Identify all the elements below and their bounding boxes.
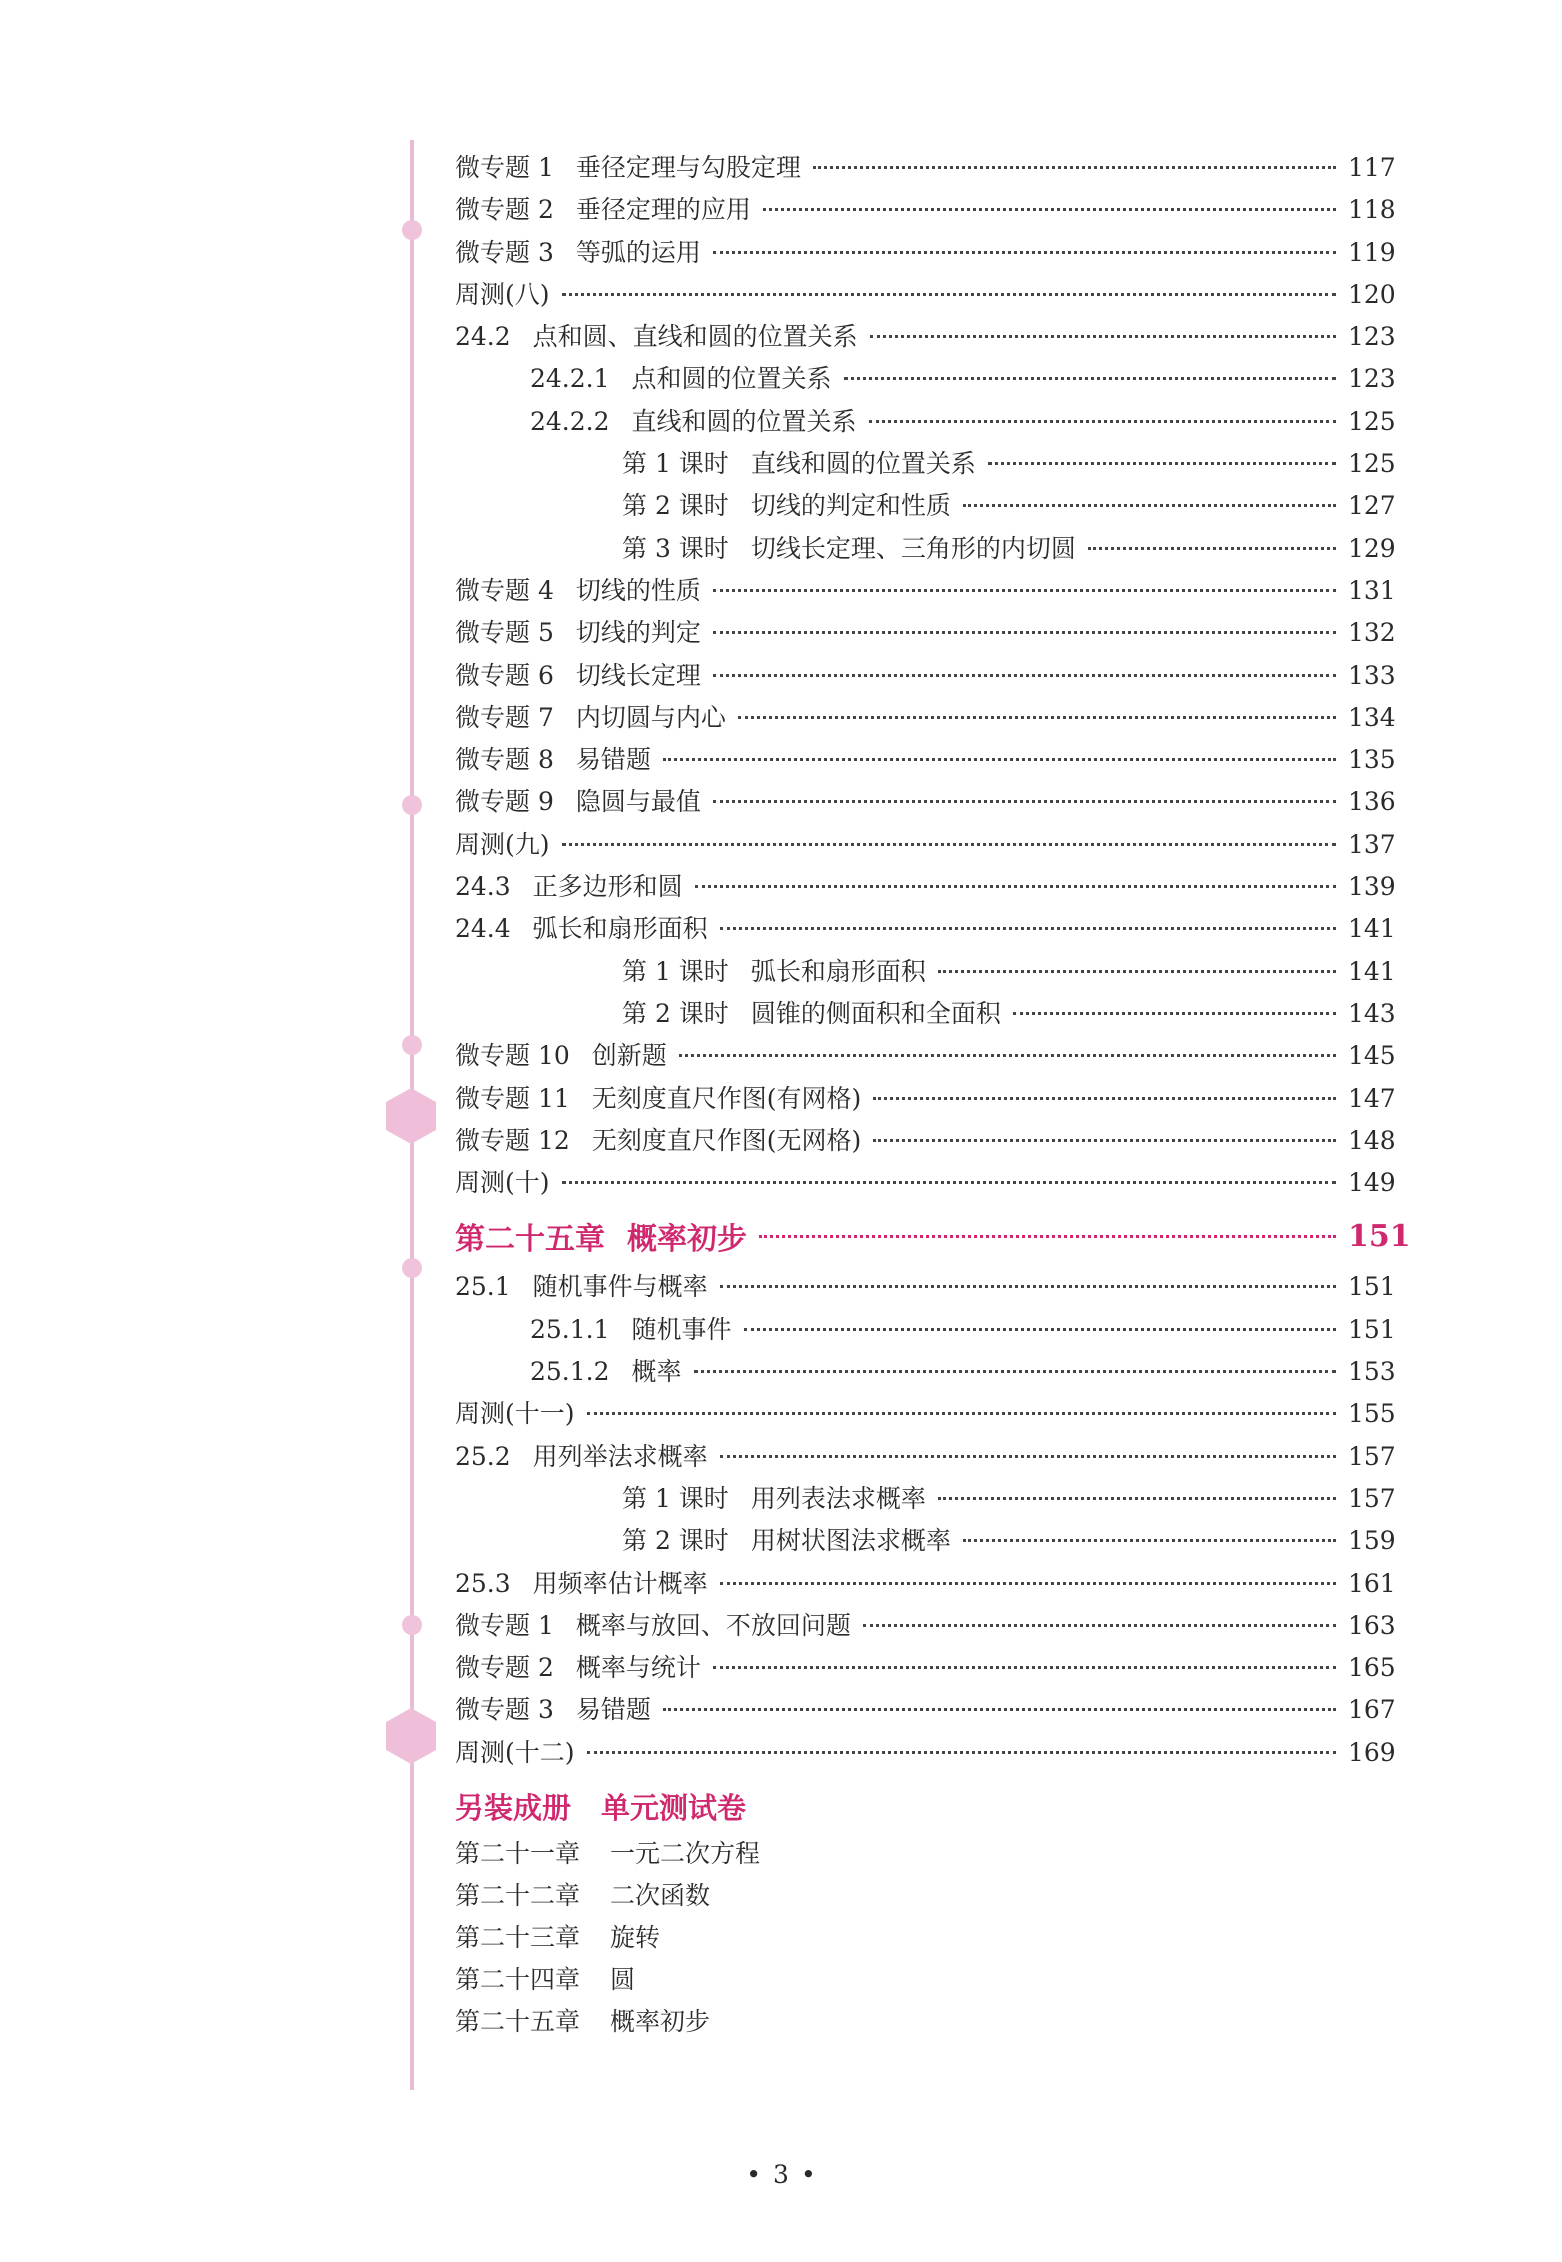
- toc-entry-title: [455, 698, 726, 734]
- toc-entry-title: [455, 656, 701, 692]
- toc-row[interactable]: [455, 782, 1396, 824]
- toc-entry-text: 用列表法求概率: [750, 1483, 926, 1513]
- booklet-item-title: 旋转: [610, 1923, 661, 1952]
- toc-page-number: 155: [1348, 1399, 1396, 1429]
- toc-entry-title: [455, 1437, 708, 1473]
- toc-page-number: 151: [1348, 1272, 1396, 1302]
- dot-leader: [679, 1054, 1336, 1057]
- toc-page-number: 167: [1348, 1695, 1396, 1725]
- toc-row[interactable]: [455, 402, 1396, 444]
- heading-part-2: 单元测试卷: [601, 1791, 747, 1825]
- toc-entry-label: 24.2.2: [530, 406, 610, 436]
- dot-leader: [844, 377, 1336, 380]
- toc-entry-label: 25.3: [455, 1568, 511, 1598]
- booklet-item: [455, 2001, 1390, 2043]
- toc-entry-title: [455, 1214, 747, 1258]
- separate-booklet-section: [455, 1783, 1390, 2043]
- toc-row[interactable]: [455, 1267, 1396, 1309]
- toc-row[interactable]: [455, 529, 1396, 571]
- toc-entry-title: [455, 740, 651, 776]
- toc-row[interactable]: [455, 148, 1396, 190]
- toc-entry-text: 切线长定理、三角形的内切圆: [750, 533, 1076, 563]
- toc-row[interactable]: [455, 1036, 1396, 1078]
- toc-entry-text: 周测(十一): [455, 1399, 575, 1429]
- toc-entry-text: 无刻度直尺作图(有网格): [591, 1083, 862, 1113]
- toc-row[interactable]: [455, 825, 1396, 867]
- toc-entry-label: 第 2 课时: [622, 998, 729, 1028]
- toc-entry-title: [530, 1352, 682, 1388]
- toc-row[interactable]: [455, 994, 1396, 1036]
- toc-entry-label: 25.1.1: [530, 1314, 610, 1344]
- toc-page-number: 123: [1348, 322, 1396, 352]
- toc-entry-text: 概率: [631, 1357, 682, 1387]
- toc-page-number: 127: [1348, 491, 1396, 521]
- toc-entry-label: 微专题 12: [455, 1125, 570, 1155]
- toc-entry-text: 用频率估计概率: [532, 1568, 708, 1598]
- toc-row[interactable]: [455, 571, 1396, 613]
- toc-page-number: 136: [1348, 787, 1396, 817]
- booklet-item: [455, 1917, 1390, 1959]
- toc-entry-title: [455, 1121, 861, 1157]
- toc-row[interactable]: [455, 613, 1396, 655]
- toc-entry-title: [455, 1564, 708, 1600]
- dot-leader: [763, 208, 1336, 211]
- toc-entry-label: 24.2: [455, 322, 511, 352]
- toc-row[interactable]: [455, 233, 1396, 275]
- booklet-item: [455, 1833, 1390, 1875]
- toc-row[interactable]: [455, 317, 1396, 359]
- toc-entry-text: 垂径定理的应用: [575, 195, 751, 225]
- toc-page-number: 135: [1348, 745, 1396, 775]
- booklet-item-title: 圆: [610, 1965, 636, 1994]
- toc-entry-label: 24.3: [455, 872, 511, 902]
- toc-page-number: 143: [1348, 998, 1396, 1028]
- heading-part-1: 另装成册: [455, 1791, 572, 1825]
- toc-page-number: 151: [1348, 1218, 1411, 1254]
- booklet-item-label: 第二十五章: [455, 2007, 581, 2036]
- toc-entry-label: 25.1.2: [530, 1357, 610, 1387]
- toc-row[interactable]: [455, 1564, 1396, 1606]
- toc-row[interactable]: [455, 1521, 1396, 1563]
- dot-leader: [988, 462, 1336, 465]
- booklet-item: [455, 1875, 1390, 1917]
- toc-entry-label: 微专题 9: [455, 787, 554, 817]
- spine-dot: [402, 220, 422, 240]
- toc-page-number: 145: [1348, 1041, 1396, 1071]
- spine-dot: [402, 1258, 422, 1278]
- toc-page-number: 134: [1348, 702, 1396, 732]
- dot-leader: [870, 335, 1336, 338]
- spine-dot: [402, 795, 422, 815]
- booklet-item-label: 第二十二章: [455, 1881, 581, 1910]
- dot-leader: [963, 504, 1336, 507]
- table-of-contents: [455, 148, 1411, 1775]
- toc-entry-text: 隐圆与最值: [575, 787, 701, 817]
- toc-page-number: 125: [1348, 449, 1396, 479]
- page-number: 3: [773, 2160, 789, 2189]
- toc-entry-title: [455, 1079, 861, 1115]
- toc-page-number: 118: [1348, 195, 1396, 225]
- dot-leader: [587, 1751, 1336, 1754]
- toc-entry-label: 微专题 2: [455, 1653, 554, 1683]
- toc-entry-label: 微专题 5: [455, 618, 554, 648]
- toc-row[interactable]: [455, 275, 1396, 317]
- toc-entry-title: [455, 275, 550, 311]
- toc-row[interactable]: [455, 1310, 1396, 1352]
- dot-leader: [663, 1708, 1336, 1711]
- toc-row[interactable]: [455, 444, 1396, 486]
- toc-page-number: 117: [1348, 153, 1396, 182]
- toc-row[interactable]: [455, 656, 1396, 698]
- toc-entry-label: 第 1 课时: [622, 956, 729, 986]
- toc-entry-text: 随机事件: [631, 1314, 732, 1344]
- dot-leader: [1088, 547, 1336, 550]
- spine-hexagon: [386, 1708, 436, 1764]
- booklet-item-title: 一元二次方程: [610, 1839, 761, 1868]
- toc-page-number: 119: [1348, 237, 1396, 267]
- toc-entry-text: 切线的判定: [575, 618, 701, 648]
- dot-leader: [562, 843, 1336, 846]
- toc-entry-title: [622, 952, 926, 988]
- toc-page-number: 149: [1348, 1168, 1396, 1198]
- toc-row[interactable]: [455, 1121, 1396, 1163]
- toc-entry-title: [455, 1733, 575, 1769]
- toc-entry-text: 周测(八): [455, 279, 550, 309]
- dot-leader: [873, 1139, 1336, 1142]
- toc-page-number: 165: [1348, 1653, 1396, 1683]
- toc-row[interactable]: [455, 1479, 1396, 1521]
- toc-page-number: 123: [1348, 364, 1396, 394]
- booklet-item-label: 第二十一章: [455, 1839, 581, 1868]
- toc-entry-text: 概率与统计: [575, 1653, 701, 1683]
- toc-page-number: 161: [1348, 1568, 1396, 1598]
- toc-row[interactable]: [455, 1163, 1396, 1205]
- toc-entry-title: [455, 1606, 851, 1642]
- toc-entry-label: 第二十五章: [455, 1222, 605, 1258]
- toc-row[interactable]: [455, 867, 1396, 909]
- toc-entry-text: 直线和圆的位置关系: [631, 406, 857, 436]
- toc-entry-label: 24.4: [455, 914, 511, 944]
- toc-entry-title: [455, 782, 701, 818]
- toc-row[interactable]: [455, 486, 1396, 528]
- toc-entry-title: [455, 1648, 701, 1684]
- toc-entry-title: [455, 1690, 651, 1726]
- toc-row[interactable]: [455, 1648, 1396, 1690]
- dot-leader: [744, 1328, 1336, 1331]
- dot-leader: [1013, 1012, 1336, 1015]
- toc-chapter-row[interactable]: [455, 1205, 1411, 1267]
- separate-booklet-heading: [455, 1783, 1390, 1833]
- dot-leader: [873, 1097, 1336, 1100]
- toc-page-number: 125: [1348, 406, 1396, 436]
- toc-entry-label: 25.1: [455, 1272, 511, 1302]
- dot-leader: [720, 1455, 1336, 1458]
- toc-page-number: 147: [1348, 1083, 1396, 1113]
- toc-entry-text: 易错题: [575, 745, 651, 775]
- toc-entry-title: [455, 1267, 708, 1303]
- spine-dot: [402, 1035, 422, 1055]
- toc-entry-text: 用树状图法求概率: [750, 1526, 951, 1556]
- toc-page-number: 120: [1348, 279, 1396, 309]
- toc-entry-text: 切线长定理: [575, 660, 701, 690]
- toc-entry-text: 弧长和扇形面积: [532, 914, 708, 944]
- toc-entry-label: 微专题 11: [455, 1083, 570, 1113]
- dot-leader: [720, 1285, 1336, 1288]
- toc-row[interactable]: [455, 1079, 1396, 1121]
- toc-entry-title: [530, 402, 857, 438]
- spine-hexagon: [386, 1088, 436, 1144]
- dot-leader: [713, 800, 1336, 803]
- booklet-item-title: 概率初步: [610, 2007, 711, 2036]
- dot-leader: [713, 1666, 1336, 1669]
- toc-entry-title: [455, 613, 701, 649]
- toc-entry-title: [622, 994, 1001, 1030]
- toc-entry-label: 第 3 课时: [622, 533, 729, 563]
- booklet-item-label: 第二十四章: [455, 1965, 581, 1994]
- toc-row[interactable]: [455, 1690, 1396, 1732]
- toc-row[interactable]: [455, 359, 1396, 401]
- toc-entry-label: 微专题 3: [455, 1695, 554, 1725]
- toc-entry-text: 随机事件与概率: [532, 1272, 708, 1302]
- toc-entry-title: [622, 486, 951, 522]
- dot-leader: [562, 1181, 1336, 1184]
- toc-entry-text: 切线的判定和性质: [750, 491, 951, 521]
- dot-leader: [813, 166, 1336, 169]
- toc-entry-title: [622, 529, 1076, 565]
- toc-entry-title: [455, 571, 701, 607]
- toc-page-number: 141: [1348, 914, 1396, 944]
- dot-leader: [738, 716, 1336, 719]
- toc-entry-title: [455, 317, 858, 353]
- dot-leader: [695, 885, 1336, 888]
- toc-entry-label: 第 2 课时: [622, 1526, 729, 1556]
- toc-entry-text: 概率初步: [627, 1222, 747, 1258]
- toc-entry-label: 第 1 课时: [622, 449, 729, 479]
- toc-entry-title: [622, 1521, 951, 1557]
- toc-entry-label: 微专题 2: [455, 195, 554, 225]
- dot-leader: [587, 1412, 1336, 1415]
- dot-leader: [720, 927, 1336, 930]
- footer-bullet: •: [746, 2160, 762, 2189]
- toc-entry-label: 微专题 3: [455, 237, 554, 267]
- toc-entry-title: [455, 1163, 550, 1199]
- toc-row[interactable]: [455, 1437, 1396, 1479]
- toc-row[interactable]: [455, 909, 1396, 951]
- dot-leader: [694, 1370, 1336, 1373]
- toc-row[interactable]: [455, 740, 1396, 782]
- toc-entry-text: 点和圆的位置关系: [631, 364, 832, 394]
- toc-page-number: 159: [1348, 1526, 1396, 1556]
- toc-page-number: 153: [1348, 1357, 1396, 1387]
- toc-entry-title: [622, 1479, 926, 1515]
- dot-leader: [713, 631, 1336, 634]
- toc-entry-text: 用列举法求概率: [532, 1441, 708, 1471]
- toc-page-number: 129: [1348, 533, 1396, 563]
- toc-entry-text: 概率与放回、不放回问题: [575, 1610, 851, 1640]
- toc-entry-text: 正多边形和圆: [532, 872, 683, 902]
- toc-page-number: 157: [1348, 1441, 1396, 1471]
- toc-entry-text: 垂径定理与勾股定理: [575, 153, 801, 182]
- toc-entry-text: 等弧的运用: [575, 237, 701, 267]
- toc-row[interactable]: [455, 1606, 1396, 1648]
- dot-leader: [869, 420, 1336, 423]
- page-footer: [0, 2160, 1562, 2189]
- dot-leader: [713, 251, 1336, 254]
- toc-page-number: 157: [1348, 1483, 1396, 1513]
- dot-leader: [562, 293, 1336, 296]
- toc-row[interactable]: [455, 1733, 1396, 1775]
- spine-dot: [402, 1615, 422, 1635]
- toc-entry-text: 直线和圆的位置关系: [750, 449, 976, 479]
- toc-entry-text: 切线的性质: [575, 575, 701, 605]
- toc-page-number: 151: [1348, 1314, 1396, 1344]
- toc-page-number: 163: [1348, 1610, 1396, 1640]
- toc-row[interactable]: [455, 1394, 1396, 1436]
- booklet-item-title: 二次函数: [610, 1881, 711, 1910]
- dot-leader: [720, 1582, 1336, 1585]
- toc-entry-text: 周测(十): [455, 1168, 550, 1198]
- dot-leader: [759, 1235, 1336, 1238]
- toc-entry-text: 弧长和扇形面积: [750, 956, 926, 986]
- toc-entry-label: 第 1 课时: [622, 1483, 729, 1513]
- toc-entry-text: 周测(十二): [455, 1737, 575, 1767]
- toc-row[interactable]: [455, 698, 1396, 740]
- toc-entry-title: [455, 148, 801, 184]
- dot-leader: [938, 1497, 1336, 1500]
- toc-page-number: 141: [1348, 956, 1396, 986]
- toc-entry-title: [455, 1394, 575, 1430]
- toc-page-number: 169: [1348, 1737, 1396, 1767]
- toc-page-number: 139: [1348, 872, 1396, 902]
- toc-page-number: 132: [1348, 618, 1396, 648]
- toc-page-number: 148: [1348, 1125, 1396, 1155]
- toc-page-number: 131: [1348, 575, 1396, 605]
- dot-leader: [963, 1539, 1336, 1542]
- booklet-item-label: 第二十三章: [455, 1923, 581, 1952]
- toc-entry-title: [455, 825, 550, 861]
- toc-entry-text: 周测(九): [455, 829, 550, 859]
- toc-entry-label: 微专题 4: [455, 575, 554, 605]
- toc-entry-title: [455, 233, 701, 269]
- dot-leader: [713, 674, 1336, 677]
- toc-entry-title: [622, 444, 976, 480]
- toc-entry-title: [455, 909, 708, 945]
- dot-leader: [713, 589, 1336, 592]
- toc-row[interactable]: [455, 190, 1396, 232]
- toc-entry-label: 24.2.1: [530, 364, 610, 394]
- toc-entry-label: 微专题 6: [455, 660, 554, 690]
- dot-leader: [663, 758, 1336, 761]
- toc-entry-text: 易错题: [575, 1695, 651, 1725]
- toc-entry-label: 微专题 8: [455, 745, 554, 775]
- toc-page-number: 137: [1348, 829, 1396, 859]
- toc-entry-text: 点和圆、直线和圆的位置关系: [532, 322, 858, 352]
- footer-bullet: •: [800, 2160, 816, 2189]
- toc-entry-label: 微专题 7: [455, 702, 554, 732]
- toc-page-number: 133: [1348, 660, 1396, 690]
- toc-entry-text: 内切圆与内心: [575, 702, 726, 732]
- toc-entry-text: 无刻度直尺作图(无网格): [591, 1125, 862, 1155]
- toc-row[interactable]: [455, 1352, 1396, 1394]
- toc-entry-label: 微专题 1: [455, 153, 554, 182]
- toc-entry-text: 创新题: [591, 1041, 667, 1071]
- toc-entry-title: [455, 867, 683, 903]
- dot-leader: [863, 1624, 1336, 1627]
- toc-entry-label: 25.2: [455, 1441, 511, 1471]
- toc-entry-text: 圆锥的侧面积和全面积: [750, 998, 1001, 1028]
- toc-entry-title: [530, 359, 832, 395]
- toc-entry-title: [455, 190, 751, 226]
- toc-entry-label: 微专题 10: [455, 1041, 570, 1071]
- toc-entry-label: 第 2 课时: [622, 491, 729, 521]
- toc-entry-label: 微专题 1: [455, 1610, 554, 1640]
- toc-row[interactable]: [455, 952, 1396, 994]
- toc-entry-title: [455, 1036, 667, 1072]
- booklet-item: [455, 1959, 1390, 2001]
- dot-leader: [938, 970, 1336, 973]
- toc-entry-title: [530, 1310, 732, 1346]
